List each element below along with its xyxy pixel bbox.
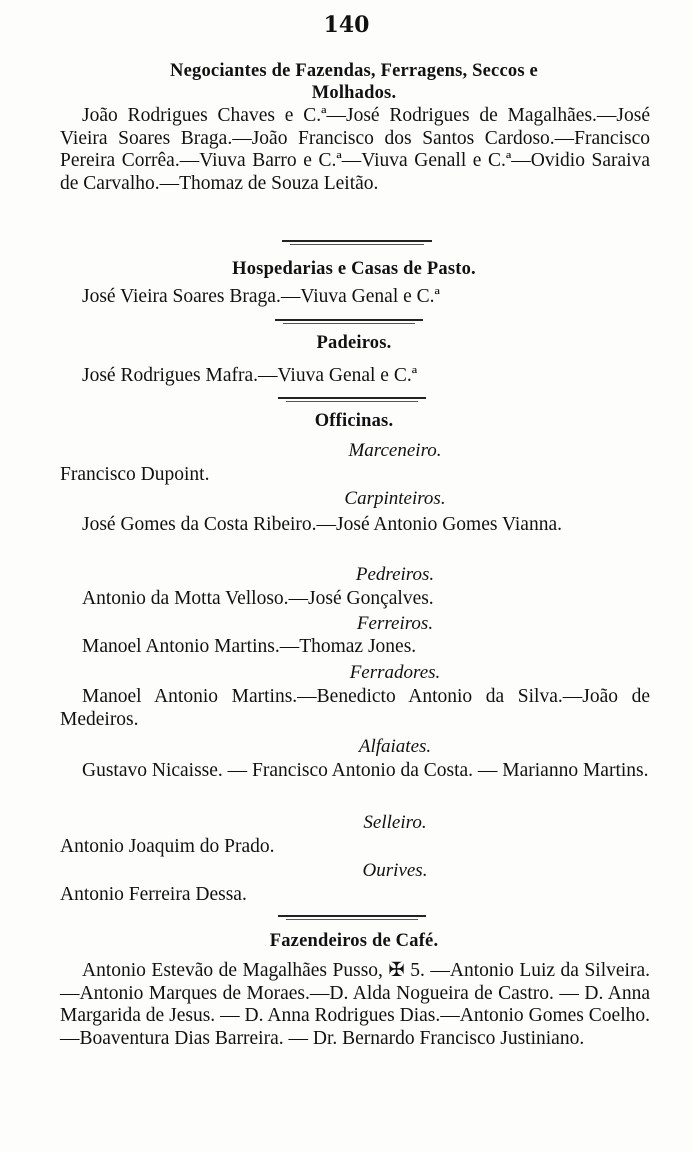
trade-text-selleiro: Antonio Joaquim do Prado. [60, 836, 275, 857]
trade-label-selleiro [60, 812, 650, 834]
trade-label-pedreiros-text: Pedreiros. [355, 564, 435, 585]
trade-text-ourives: Antonio Ferreira Dessa. [60, 884, 247, 905]
trade-label-alfaiates-text: Alfaiates. [358, 736, 432, 757]
section-title-padeiros: Padeiros. [316, 333, 392, 353]
section-text-padeiros: José Rodrigues Mafra.—Viuva Genal e C.ª [82, 365, 418, 386]
trade-label-selleiro-text: Selleiro. [363, 812, 427, 833]
section-title-negociantes [60, 60, 648, 104]
trade-label-alfaiates [60, 736, 650, 758]
trade-text-pedreiros: Antonio da Motta Velloso.—José Gonçalves. [82, 588, 434, 609]
trade-label-ferreiros-text: Ferreiros. [356, 613, 434, 634]
trade-label-ferradores [60, 662, 650, 684]
section-title-officinas: Officinas. [314, 411, 394, 431]
section-divider [275, 319, 423, 321]
section-title-fazendeiros: Fazendeiros de Café. [269, 931, 439, 951]
section-title-negociantes-line2: Molhados. [311, 83, 397, 103]
section-divider [278, 915, 426, 917]
trade-label-ferreiros [60, 613, 650, 635]
section-divider [282, 240, 432, 242]
section-text-fazendeiros: Antonio Estevão de Magalhães Pusso, ✠ 5. —Antonio Luiz da Silveira.—Antonio Marques de Moraes.—D. Alda Nogueira de Castro. — D. Anna Margarida de Jesus. — D. Anna Rodrigues Dias.—Antonio Gomes Coelho.—Boaventura Dias Barreira. — Dr. Bernardo Francisco Justiniano. [60, 960, 650, 1049]
trade-label-carpinteiros [60, 488, 650, 510]
trade-text-carpinteiros: José Gomes da Costa Ribeiro.—José Antonio Gomes Vianna. [82, 514, 562, 535]
section-text-negociantes: João Rodrigues Chaves e C.ª—José Rodrigues de Magalhães.—José Vieira Soares Braga.—João Francisco dos Santos Cardoso.—Francisco Pereira Corrêa.—Viuva Barro e C.ª—Viuva Genall e C.ª—Ovidio Saraiva de Carvalho.—Thomaz de Souza Leitão. [60, 105, 650, 194]
trade-label-marceneiro [60, 440, 650, 462]
section-title-negociantes-line1: Negociantes de Fazendas, Ferragens, Seccos e [170, 61, 538, 81]
trade-text-ferradores: Manoel Antonio Martins.—Benedicto Antonio da Silva.—João de Medeiros. [60, 686, 650, 730]
trade-label-carpinteiros-text: Carpinteiros. [344, 488, 446, 509]
trade-label-marceneiro-text: Marceneiro. [348, 440, 442, 461]
trade-text-alfaiates: Gustavo Nicaisse. — Francisco Antonio da Costa. — Marianno Martins. [82, 760, 649, 781]
trade-label-ferradores-text: Ferradores. [349, 662, 441, 683]
trade-label-pedreiros [60, 564, 650, 586]
trade-label-ourives-text: Ourives. [362, 860, 428, 881]
trade-text-ferreiros: Manoel Antonio Martins.—Thomaz Jones. [82, 636, 417, 657]
section-text-hospedarias: José Vieira Soares Braga.—Viuva Genal e C.ª [82, 286, 440, 307]
page-number: 140 [323, 12, 370, 38]
section-divider [278, 397, 426, 399]
trade-label-ourives [60, 860, 650, 882]
section-title-hospedarias: Hospedarias e Casas de Pasto. [232, 259, 476, 279]
trade-text-marceneiro: Francisco Dupoint. [60, 464, 210, 485]
